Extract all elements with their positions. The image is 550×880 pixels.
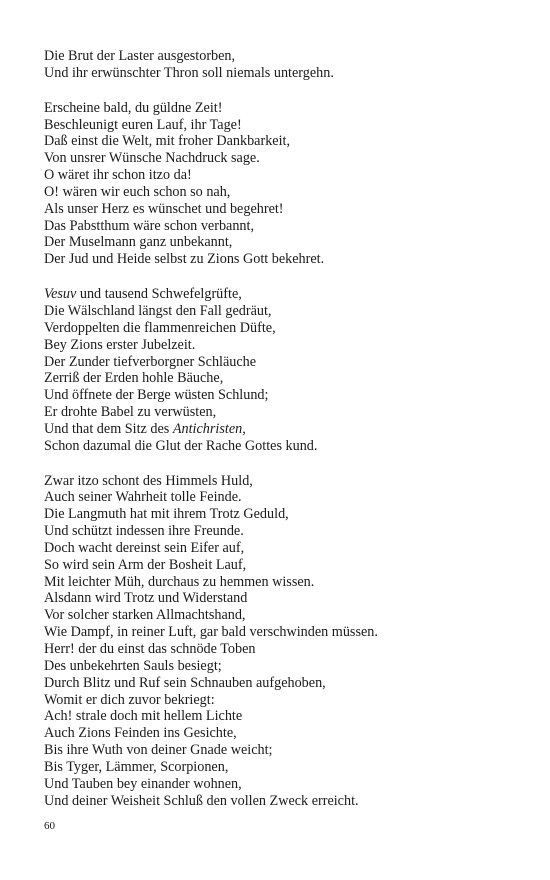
line-text: Der Zunder tiefverborgner Schläuche xyxy=(44,353,257,370)
line-text: Herr! der du einst das schnöde Toben xyxy=(44,641,256,657)
line-text: Erscheine bald, du güldne Zeit! xyxy=(44,99,223,116)
poem-line xyxy=(44,184,524,201)
line-text: Und Tauben bey einander wohnen, xyxy=(44,775,242,792)
poem-line xyxy=(44,675,524,692)
poem-line xyxy=(44,100,524,117)
poem-line xyxy=(44,167,524,184)
poem-line xyxy=(44,201,524,218)
poem-line xyxy=(44,742,524,759)
stanza xyxy=(44,473,524,810)
line-text: Wie Dampf, in reiner Luft, gar bald verschwinden müssen. xyxy=(44,624,378,641)
poem-text-block xyxy=(44,48,524,827)
poem-line xyxy=(44,540,524,557)
poem-line xyxy=(44,48,524,65)
line-text: O! wären wir euch schon so nah, xyxy=(44,183,231,200)
poem-line xyxy=(44,658,524,675)
line-text: Ach! strale doch mit hellem Lichte xyxy=(44,708,243,725)
poem-line xyxy=(44,759,524,776)
line-text: Womit er dich zuvor bekriegt: xyxy=(44,691,215,708)
line-text: Das Pabstthum wäre schon verbannt, xyxy=(44,217,255,234)
italic-phrase: Antichristen, xyxy=(172,420,246,437)
line-text: Bis Tyger, Lämmer, Scorpionen, xyxy=(44,758,229,775)
line-text: Auch Zions Feinden ins Gesichte, xyxy=(44,725,237,742)
line-text: Und öffnete der Berge wüsten Schlund; xyxy=(44,387,269,404)
stanza xyxy=(44,48,524,82)
stanza xyxy=(44,100,524,268)
poem-line xyxy=(44,624,524,641)
poem-line xyxy=(44,65,524,82)
line-text: Und schützt indessen ihre Freunde. xyxy=(44,523,244,540)
line-text: Alsdann wird Trotz und Widerstand xyxy=(44,590,248,607)
poem-line xyxy=(44,776,524,793)
line-text: Der Jud und Heide selbst zu Zions Gott bekehret. xyxy=(44,251,325,268)
line-text: Durch Blitz und Ruf sein Schnauben aufgehoben, xyxy=(44,674,326,691)
poem-line xyxy=(44,421,524,438)
line-text: Die Wälschland längst den Fall gedräut, xyxy=(44,302,272,319)
poem-line xyxy=(44,725,524,742)
line-text: Die Brut der Laster ausgestorben, xyxy=(44,48,236,64)
line-text: Schon dazumal die Glut der Rache Gottes kund. xyxy=(44,437,318,454)
poem-line xyxy=(44,133,524,150)
line-text: und tausend Schwefelgrüfte, xyxy=(76,286,242,303)
poem-line xyxy=(44,607,524,624)
poem-line xyxy=(44,150,524,167)
poem-line xyxy=(44,303,524,320)
poem-line xyxy=(44,473,524,490)
poem-line xyxy=(44,489,524,506)
line-text: Bey Zions erster Jubelzeit. xyxy=(44,336,196,353)
poem-line xyxy=(44,337,524,354)
poem-line xyxy=(44,557,524,574)
line-text: Beschleunigt euren Lauf, ihr Tage! xyxy=(44,116,242,133)
poem-line xyxy=(44,506,524,523)
line-text: Und that dem Sitz des xyxy=(44,420,173,437)
poem-line xyxy=(44,523,524,540)
poem-line xyxy=(44,590,524,607)
line-text: Zwar itzo schont des Himmels Huld, xyxy=(44,472,253,489)
line-text: So wird sein Arm der Bosheit Lauf, xyxy=(44,556,247,573)
line-text: Bis ihre Wuth von deiner Gnade weicht; xyxy=(44,742,273,759)
italic-phrase: Vesuv xyxy=(44,286,77,303)
poem-line xyxy=(44,574,524,591)
line-text: Und deiner Weisheit Schluß den vollen Zweck erreicht. xyxy=(44,792,359,809)
poem-line xyxy=(44,320,524,337)
line-text: Und ihr erwünschter Thron soll niemals untergehn. xyxy=(44,64,334,81)
poem-line xyxy=(44,234,524,251)
line-text: Von unsrer Wünsche Nachdruck sage. xyxy=(44,150,260,167)
line-text: Der Muselmann ganz unbekannt, xyxy=(44,234,233,251)
line-text: O wäret ihr schon itzo da! xyxy=(44,167,192,184)
line-text: Zerriß der Erden hohle Bäuche, xyxy=(44,370,224,387)
poem-line xyxy=(44,438,524,455)
poem-line xyxy=(44,692,524,709)
line-text: Mit leichter Müh, durchaus zu hemmen wissen. xyxy=(44,573,315,590)
poem-line xyxy=(44,218,524,235)
poem-line xyxy=(44,793,524,810)
line-text: Die Langmuth hat mit ihrem Trotz Geduld, xyxy=(44,506,289,523)
line-text: Doch wacht dereinst sein Eifer auf, xyxy=(44,539,245,556)
page-number: 60 xyxy=(44,820,55,832)
poem-line xyxy=(44,404,524,421)
poem-line xyxy=(44,708,524,725)
line-text: Er drohte Babel zu verwüsten, xyxy=(44,404,217,421)
line-text: Des unbekehrten Sauls besiegt; xyxy=(44,657,222,674)
poem-line xyxy=(44,370,524,387)
line-text: Auch seiner Wahrheit tolle Feinde. xyxy=(44,489,242,506)
line-text: Als unser Herz es wünschet und begehret! xyxy=(44,200,284,217)
poem-line xyxy=(44,251,524,268)
poem-line xyxy=(44,354,524,371)
line-text: Vor solcher starken Allmachtshand, xyxy=(44,607,246,624)
line-text: Verdoppelten die flammenreichen Düfte, xyxy=(44,319,276,336)
poem-line xyxy=(44,387,524,404)
line-text: Daß einst die Welt, mit froher Dankbarkeit, xyxy=(44,133,291,150)
stanza xyxy=(44,286,524,454)
poem-line xyxy=(44,117,524,134)
poem-line xyxy=(44,286,524,303)
poem-line xyxy=(44,641,524,658)
